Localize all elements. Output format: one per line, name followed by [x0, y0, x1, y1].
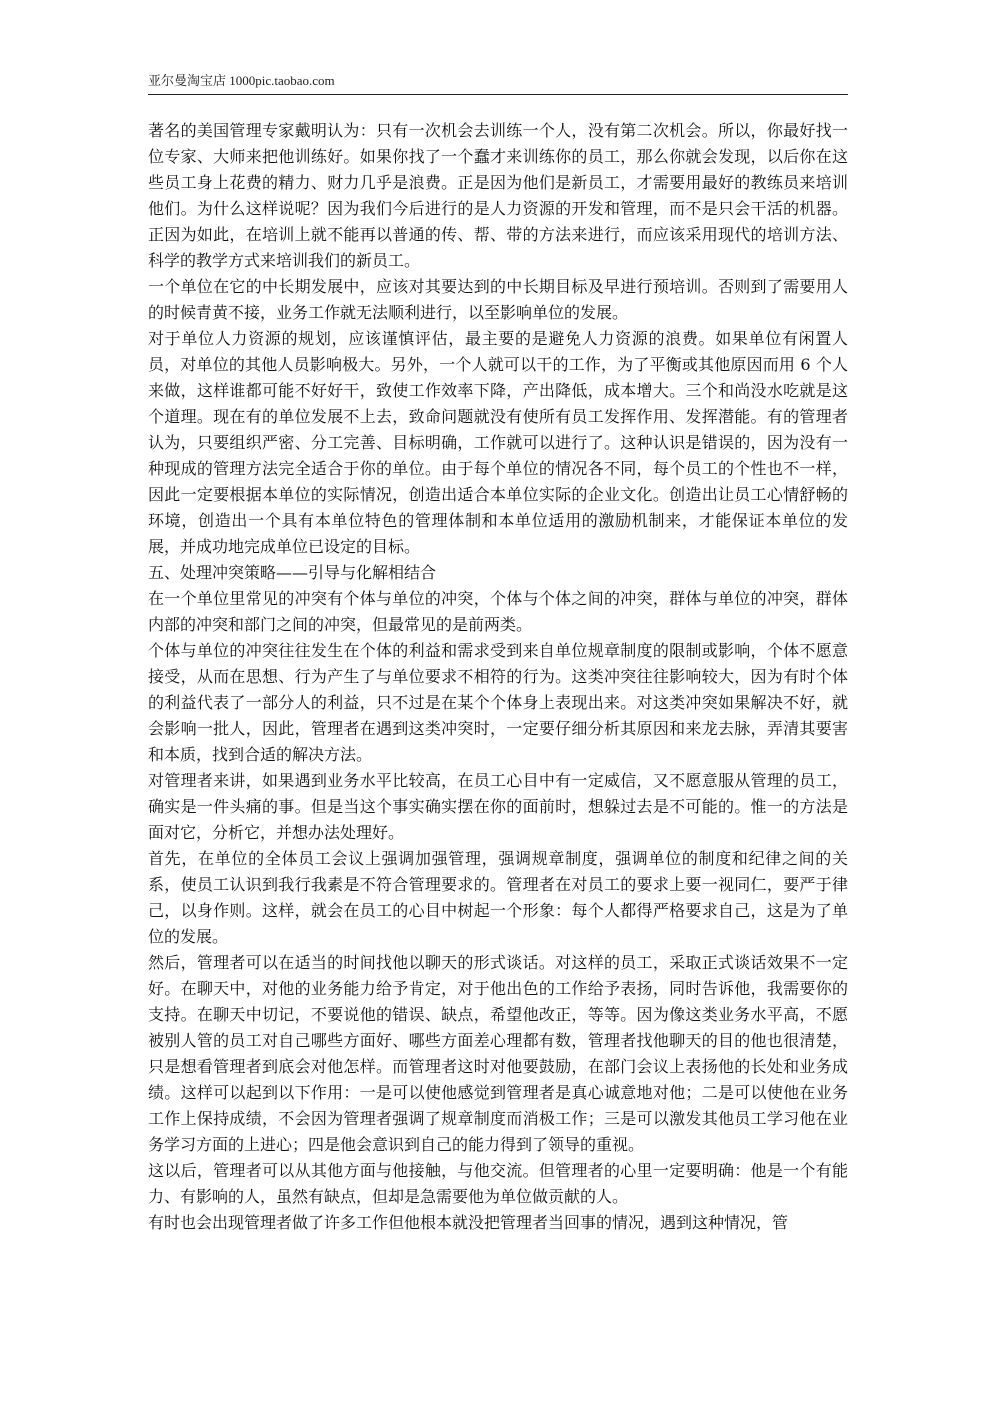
paragraph-1: 著名的美国管理专家戴明认为：只有一次机会去训练一个人，没有第二次机会。所以，你最好找一位专家、大师来把他训练好。如果你找了一个蠢才来训练你的员工，那么你就会发现，以后你在这些员工身上花费的精力、财力几乎是浪费。正是因为他们是新员工，才需要用最好的教练员来培训他们。为什么这样说呢？因为我们今后进行的是人力资源的开发和管理，而不是只会干活的机器。正因为如此，在培训上就不能再以普通的传、帮、带的方法来进行，而应该采用现代的培训方法、科学的教学方式来培训我们的新员工。: [148, 121, 848, 270]
paragraph-5: 个体与单位的冲突往往发生在个体的利益和需求受到来自单位规章制度的限制或影响，个体不愿意接受，从而在思想、行为产生了与单位要求不相符的行为。这类冲突往往影响较大，因为有时个体的利益代表了一部分人的利益，只不过是在某个个体身上表现出来。对这类冲突如果解决不好，就会影响一批人，因此，管理者在遇到这类冲突时，一定要仔细分析其原因和来龙去脉，弄清其要害和本质，找到合适的解决方法。: [148, 641, 848, 764]
paragraph-8: 然后，管理者可以在适当的时间找他以聊天的形式谈话。对这样的员工，采取正式谈话效果不一定好。在聊天中，对他的业务能力给予肯定，对于他出色的工作给予表扬，同时告诉他，我需要你的支持。在聊天中切记，不要说他的错误、缺点，希望他改正，等等。因为像这类业务水平高，不愿被别人管的员工对自己哪些方面好、哪些方面差心理都有数，管理者找他聊天的目的他也很清楚，只是想看管理者到底会对他怎样。而管理者这时对他要鼓励，在部门会议上表扬他的长处和业务成绩。这样可以起到以下作用：一是可以使他感觉到管理者是真心诚意地对他；二是可以使他在业务工作上保持成绩，不会因为管理者强调了规章制度而消极工作；三是可以激发其他员工学习他在业务学习方面的上进心；四是他会意识到自己的能力得到了领导的重视。: [148, 953, 848, 1154]
paragraph-3: 对于单位人力资源的规划，应该谨慎评估，最主要的是避免人力资源的浪费。如果单位有闲置人员，对单位的其他人员影响极大。另外，一个人就可以干的工作，为了平衡或其他原因而用 6 个人来做，这样谁都可能不好好干，致使工作效率下降，产出降低，成本增大。三个和尚没水吃就是这个道理。现在有的单位发展不上去，致命问题就没有使所有员工发挥作用、发挥潜能。有的管理者认为，只要组织严密、分工完善、目标明确，工作就可以进行了。这种认识是错误的，因为没有一种现成的管理方法完全适合于你的单位。由于每个单位的情况各不同，每个员工的个性也不一样，因此一定要根据本单位的实际情况，创造出适合本单位实际的企业文化。创造出让员工心情舒畅的环境，创造出一个具有本单位特色的管理体制和本单位适用的激励机制来，才能保证本单位的发展，并成功地完成单位已设定的目标。: [148, 329, 848, 556]
paragraph-6: 对管理者来讲，如果遇到业务水平比较高，在员工心目中有一定威信，又不愿意服从管理的员工，确实是一件头痛的事。但是当这个事实确实摆在你的面前时，想躲过去是不可能的。惟一的方法是面对它，分析它，并想办法处理好。: [148, 771, 848, 842]
header-text: 亚尔曼淘宝店 1000pic.taobao.com: [148, 73, 335, 88]
paragraph-9: 这以后，管理者可以从其他方面与他接触，与他交流。但管理者的心里一定要明确：他是一个有能力、有影响的人，虽然有缺点，但却是急需要他为单位做贡献的人。: [148, 1161, 848, 1206]
paragraph-7: 首先，在单位的全体员工会议上强调加强管理，强调规章制度，强调单位的制度和纪律之间的关系，使员工认识到我行我素是不符合管理要求的。管理者在对员工的要求上要一视同仁，要严于律己，以身作则。这样，就会在员工的心目中树起一个形象：每个人都得严格要求自己，这是为了单位的发展。: [148, 849, 848, 946]
document-body: [148, 118, 848, 1236]
paragraph-2: 一个单位在它的中长期发展中，应该对其要达到的中长期目标及早进行预培训。否则到了需要用人的时候青黄不接，业务工作就无法顺利进行，以至影响单位的发展。: [148, 277, 848, 322]
section-heading: 五、处理冲突策略——引导与化解相结合: [148, 563, 437, 582]
paragraph-10: 有时也会出现管理者做了许多工作但他根本就没把管理者当回事的情况，遇到这种情况，管: [148, 1213, 789, 1232]
page-header: [148, 72, 848, 95]
paragraph-4: 在一个单位里常见的冲突有个体与单位的冲突，个体与个体之间的冲突，群体与单位的冲突，群体内部的冲突和部门之间的冲突，但最常见的是前两类。: [148, 589, 848, 634]
